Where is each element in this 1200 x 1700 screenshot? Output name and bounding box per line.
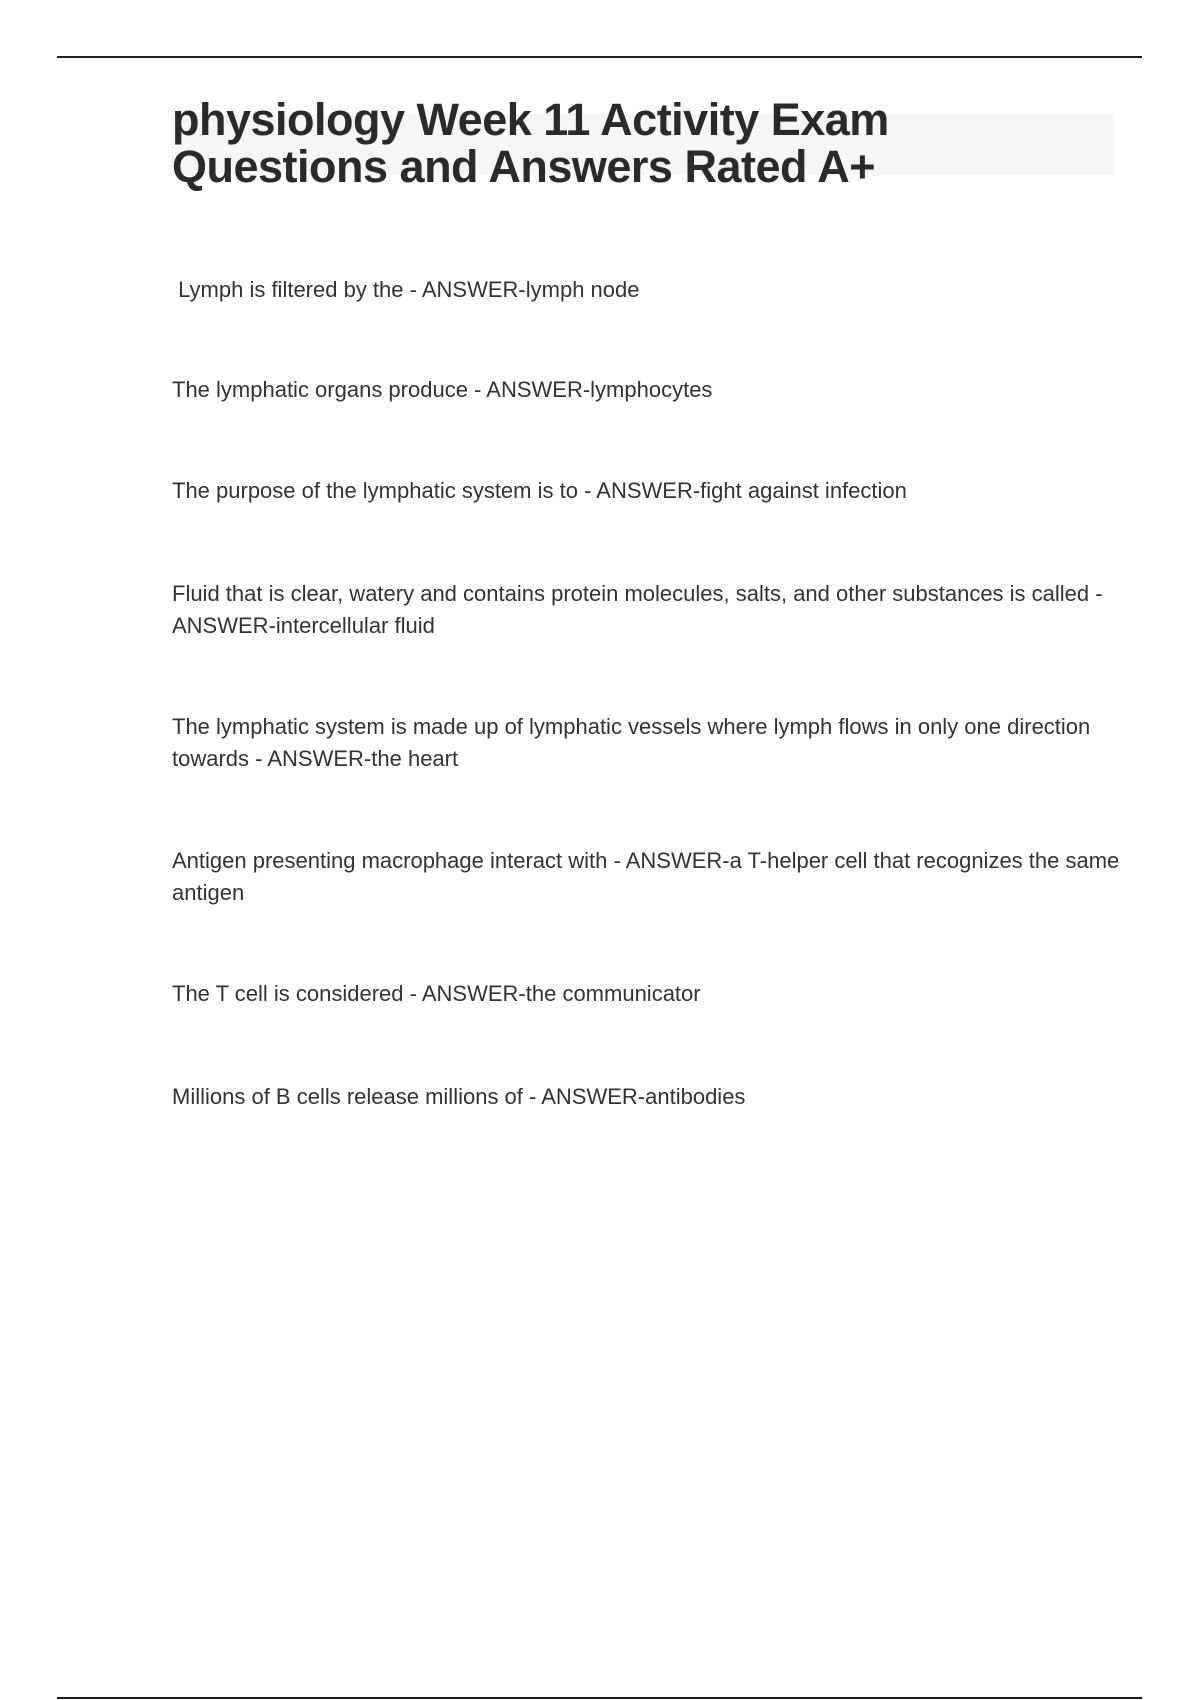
- qa-item-8: Millions of B cells release millions of - ANSWER-antibodies: [172, 1084, 746, 1109]
- qa-item-4: Fluid that is clear, watery and contains protein molecules, salts, and other substances is called - ANSWER-intercellular fluid: [172, 581, 1103, 638]
- qa-item-7: The T cell is considered - ANSWER-the communicator: [172, 981, 701, 1006]
- page-title-line-2: Questions and Answers Rated A+: [172, 141, 876, 192]
- bottom-rule: [57, 1697, 1142, 1699]
- page-title-line-1: physiology Week 11 Activity Exam: [172, 94, 889, 145]
- qa-item-2: The lymphatic organs produce - ANSWER-lymphocytes: [172, 377, 713, 402]
- qa-item-6: Antigen presenting macrophage interact with - ANSWER-a T-helper cell that recognizes the same antigen: [172, 848, 1120, 905]
- qa-item-3: The purpose of the lymphatic system is to - ANSWER-fight against infection: [172, 478, 907, 503]
- qa-item-1: Lymph is filtered by the - ANSWER-lymph node: [172, 277, 640, 302]
- page-title: [172, 96, 1072, 190]
- qa-item-5: The lymphatic system is made up of lymphatic vessels where lymph flows in only one direction towards - ANSWER-the heart: [172, 714, 1091, 771]
- top-rule: [57, 56, 1142, 58]
